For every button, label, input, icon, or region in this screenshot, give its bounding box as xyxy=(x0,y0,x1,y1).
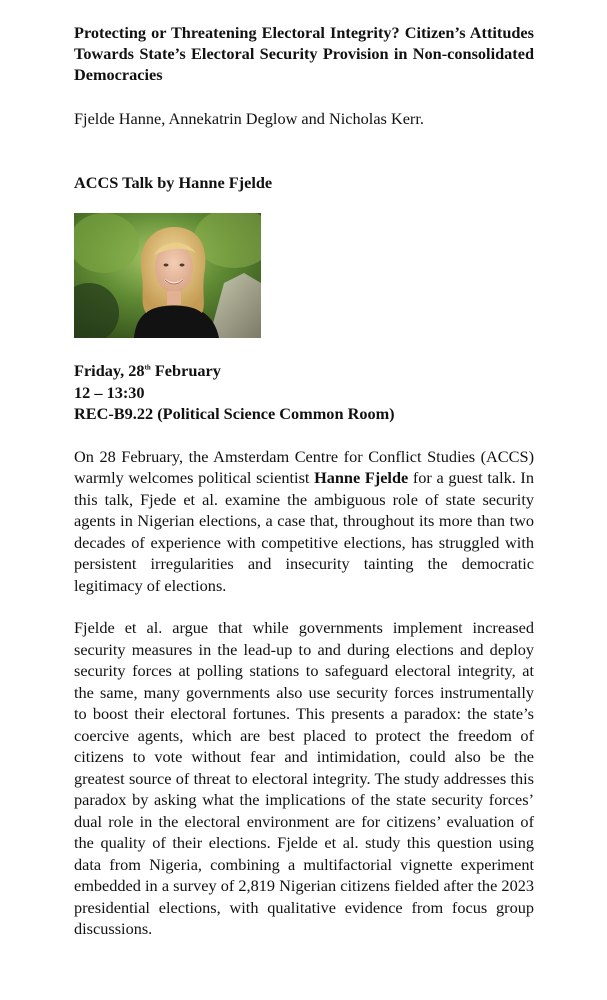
speaker-photo xyxy=(74,213,261,338)
event-location: REC-B9.22 (Political Science Common Room) xyxy=(74,404,395,423)
document-title: Protecting or Threatening Electoral Integrity? Citizen’s Attitudes Towards State’s Electoral Security Provision in Non-consolidated Democracies xyxy=(74,23,534,84)
paragraph-argument: Fjelde et al. argue that while governments implement increased security measures in the lead-up to and during elections and deploy security forces at polling stations to safeguard electoral integrity, at the same, many governments also use security forces instrumentally to boost their electoral fortunes. This presents a paradox: the state’s coercive agents, which are best placed to protect the freedom of citizens to vote without fear and intimidation, could also be the greatest source of threat to electoral integrity. The study addresses this paradox by asking what the implications of the state security forces’ dual role in the electoral environment are for citizens’ evaluation of the quality of their elections. Fjelde et al. study this question using data from Nigeria, combining a multifactorial vignette experiment embedded in a survey of 2,819 Nigerian citizens fielded after the 2023 presidential elections, with qualitative evidence from focus group discussions. xyxy=(74,618,534,938)
talk-heading: ACCS Talk by Hanne Fjelde xyxy=(74,173,273,192)
event-date: Friday, 28th February xyxy=(74,361,221,380)
event-details xyxy=(74,360,534,425)
paragraph-intro: On 28 February, the Amsterdam Centre for Conflict Studies (ACCS) warmly welcomes political scientist Hanne Fjelde for a guest talk. In this talk, Fjede et al. examine the ambiguous role of state security agents in Nigerian elections, a case that, throughout its more than two decades of experience with competitive elections, has struggled with persistent irregularities and insecurity tainting the democratic legitimacy of elections. xyxy=(74,446,534,595)
event-time: 12 – 13:30 xyxy=(74,382,145,402)
document-page xyxy=(74,22,534,940)
speaker-name: Hanne Fjelde xyxy=(314,468,409,487)
authors-line: Fjelde Hanne, Annekatrin Deglow and Nicholas Kerr. xyxy=(74,109,424,128)
